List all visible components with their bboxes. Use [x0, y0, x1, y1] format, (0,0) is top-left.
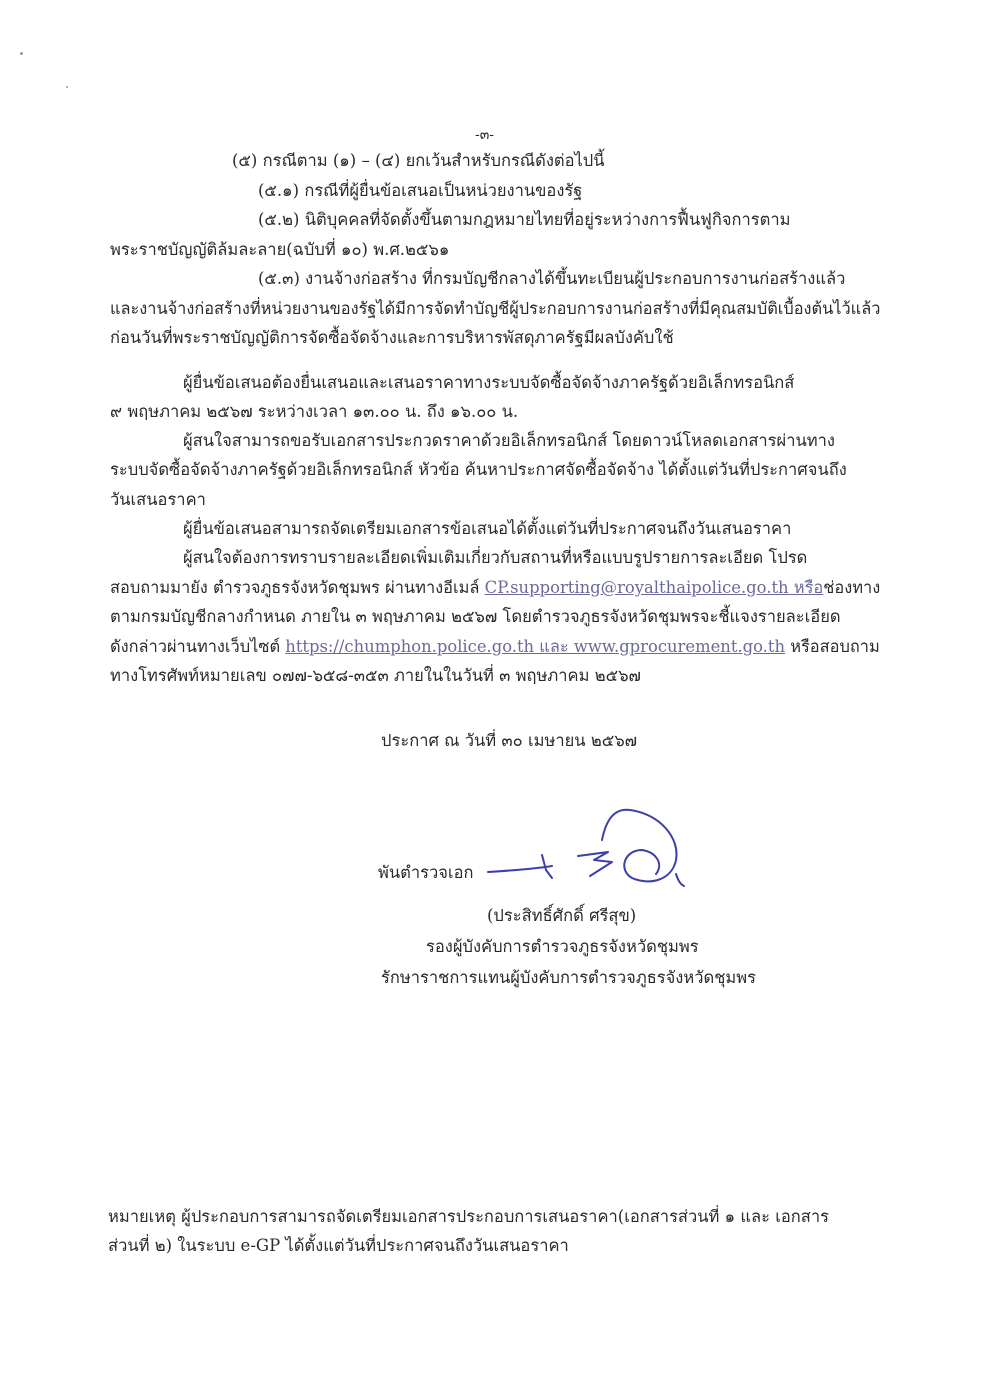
email-link[interactable]: CP.supporting@royalthaipolice.go.th หรือ [484, 578, 824, 597]
signer-rank: พันตำรวจเอก [378, 863, 474, 882]
interest-paragraph-line3: วันเสนอราคา [110, 490, 206, 509]
detail-line4-tail: หรือสอบถาม [785, 637, 880, 656]
clause-5-3-line2: และงานจ้างก่อสร้างที่หน่วยงานของรัฐได้มีการจัดทำบัญชีผู้ประกอบการงานก่อสร้างที่มีคุณสมบัติเบื้องต้นไว้แล้ว [110, 299, 881, 318]
detail-line4-text: ดังกล่าวผ่านทางเว็บไซต์ [110, 637, 286, 656]
submit-paragraph-line1: ผู้ยื่นข้อเสนอต้องยื่นเสนอและเสนอราคาทางระบบจัดซื้อจัดจ้างภาครัฐด้วยอิเล็กทรอนิกส์ [183, 373, 795, 392]
page-number: -๓- [475, 127, 495, 143]
detail-paragraph-line3: ตามกรมบัญชีกลางกำหนด ภายใน ๓ พฤษภาคม ๒๕๖๗ โดยตำรวจภูธรจังหวัดชุมพรจะชี้แจงรายละเอียด [110, 607, 841, 626]
detail-paragraph-line2 [110, 577, 880, 599]
detail-line2-text: สอบถามมายัง ตำรวจภูธรจังหวัดชุมพร ผ่านทางอีเมล์ [110, 578, 485, 597]
note-line1: หมายเหตุ ผู้ประกอบการสามารถจัดเตรียมเอกสารประกอบการเสนอราคา(เอกสารส่วนที่ ๑ และ เอกสาร [108, 1207, 829, 1226]
prepare-paragraph: ผู้ยื่นข้อเสนอสามารถจัดเตรียมเอกสารข้อเสนอได้ตั้งแต่วันที่ประกาศจนถึงวันเสนอราคา [183, 519, 792, 538]
clause-5-2-line2: พระราชบัญญัติล้มละลาย(ฉบับที่ ๑๐) พ.ศ.๒๕๖๑ [110, 240, 450, 259]
signer-title: รองผู้บังคับการตำรวจภูธรจังหวัดชุมพร [426, 937, 699, 956]
note-line2: ส่วนที่ ๒) ในระบบ e-GP ได้ตั้งแต่วันที่ประกาศจนถึงวันเสนอราคา [108, 1236, 569, 1255]
scan-speck [20, 52, 23, 55]
website-links[interactable]: https://chumphon.police.go.th และ www.gprocurement.go.th [285, 637, 786, 656]
detail-paragraph-line4 [110, 636, 880, 658]
signature-icon [480, 800, 700, 900]
detail-paragraph-line1: ผู้สนใจต้องการทราบรายละเอียดเพิ่มเติมเกี่ยวกับสถานที่หรือแบบรูปรายการละเอียด โปรด [183, 548, 808, 567]
scan-speck [66, 86, 68, 88]
submit-paragraph-line2: ๙ พฤษภาคม ๒๕๖๗ ระหว่างเวลา ๑๓.๐๐ น. ถึง ๑๖.๐๐ น. [110, 402, 519, 421]
interest-paragraph-line1: ผู้สนใจสามารถขอรับเอกสารประกวดราคาด้วยอิเล็กทรอนิกส์ โดยดาวน์โหลดเอกสารผ่านทาง [183, 431, 835, 450]
clause-5-3-line3: ก่อนวันที่พระราชบัญญัติการจัดซื้อจัดจ้างและการบริหารพัสดุภาครัฐมีผลบังคับใช้ [110, 328, 674, 347]
clause-5-3-line1: (๕.๓) งานจ้างก่อสร้าง ที่กรมบัญชีกลางได้ขึ้นทะเบียนผู้ประกอบการงานก่อสร้างแล้ว [258, 269, 846, 288]
interest-paragraph-line2: ระบบจัดซื้อจัดจ้างภาครัฐด้วยอิเล็กทรอนิกส์ หัวข้อ ค้นหาประกาศจัดซื้อจัดจ้าง ได้ตั้งแต่วันที่ประกาศจนถึง [110, 460, 847, 479]
detail-line2-tail: ช่องทาง [823, 578, 881, 597]
signer-acting-title: รักษาราชการแทนผู้บังคับการตำรวจภูธรจังหวัดชุมพร [381, 968, 757, 987]
announce-date: ประกาศ ณ วันที่ ๓๐ เมษายน ๒๕๖๗ [381, 731, 638, 750]
clause-5: (๕) กรณีตาม (๑) – (๔) ยกเว้นสำหรับกรณีดังต่อไปนี้ [232, 151, 605, 170]
clause-5-1: (๕.๑) กรณีที่ผู้ยื่นข้อเสนอเป็นหน่วยงานของรัฐ [258, 181, 583, 200]
detail-paragraph-line5: ทางโทรศัพท์หมายเลข ๐๗๗-๖๕๘-๓๕๓ ภายในในวันที่ ๓ พฤษภาคม ๒๕๖๗ [110, 666, 641, 685]
signer-name: (ประสิทธิ์ศักดิ์ ศรีสุข) [487, 906, 637, 925]
signature [480, 800, 700, 900]
clause-5-2-line1: (๕.๒) นิติบุคคลที่จัดตั้งขึ้นตามกฎหมายไทยที่อยู่ระหว่างการฟื้นฟูกิจการตาม [258, 210, 791, 229]
